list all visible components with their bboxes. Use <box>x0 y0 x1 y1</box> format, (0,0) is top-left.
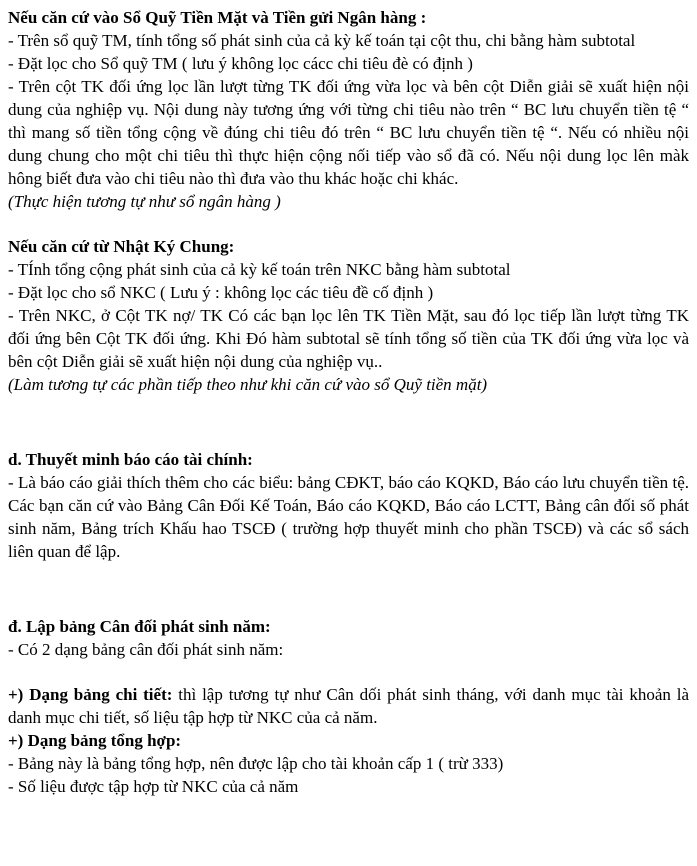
bullet-paragraph: - Đặt lọc cho Sổ quỹ TM ( lưu ý không lọc cácc chi tiêu đè có định ) <box>8 54 473 73</box>
subheading-dang-bang-chi-tiet <box>8 683 689 729</box>
bullet-paragraph: - Trên NKC, ở Cột TK nợ/ TK Có các bạn lọc lên TK Tiền Mặt, sau đó lọc tiếp lần lượt từng TK đối ứng bên Cột TK đối ứng. Khi Đó hàm subtotal sẽ tính tổng số tiền của TK đối ứng vừa lọc và bên cột Diễn giải sẽ xuất hiện nội dung của nghiệp vụ.. <box>8 306 689 371</box>
section-heading-nhat-ky-chung: Nếu căn cứ từ Nhật Ký Chung: <box>8 237 235 256</box>
bullet-paragraph: - Trên cột TK đối ứng lọc lần lượt từng TK đối ứng vừa lọc và bên cột Diễn giải sẽ xuất hiện nội dung của nghiệp vụ. Nội dung này tương ứng với từng chi tiêu nào trên “ BC lưu chuyển tiền tệ “ thì mang số tiền tổng cộng về đúng chi tiêu đó trên “ BC lưu chuyển tiền tệ “. Nếu có nhiều nội dung chung cho một chi tiêu thì thực hiện cộng nối tiếp vào sổ đã có. Nếu nội dung lọc lên màk hông biết đưa vào chi tiêu nào thì đưa vào thu khác hoặc chi khác. <box>8 77 689 188</box>
section-heading-thuyet-minh: d. Thuyết minh báo cáo tài chính: <box>8 450 253 469</box>
bullet-paragraph: - Số liệu được tập hợp từ NKC của cả năm <box>8 777 299 796</box>
subheading-body-text: thì lập tương tự như Cân dối phát sinh tháng, với danh mục tài khoản là danh mục chi tiết, số liệu tập hợp từ NKC của cả năm. <box>8 685 690 727</box>
italic-note: (Làm tương tự các phần tiếp theo như khi căn cứ vào sổ Quỹ tiền mặt) <box>8 375 488 394</box>
subheading-bold-lead: +) Dạng bảng chi tiết: <box>8 685 173 704</box>
section-heading-so-quy-tien-mat: Nếu căn cứ vào Sổ Quỹ Tiền Mặt và Tiền gửi Ngân hàng : <box>8 8 427 27</box>
bullet-paragraph: - TÍnh tổng cộng phát sinh của cả kỳ kế toán trên NKC bằng hàm subtotal <box>8 260 511 279</box>
bullet-paragraph: - Là báo cáo giải thích thêm cho các biểu: bảng CĐKT, báo cáo KQKD, Báo cáo lưu chuyển tiền tệ. Các bạn căn cứ vào Bảng Cân Đối Kế Toán, Báo cáo KQKD, Báo cáo LCTT, Bảng cân đối số phát sinh năm, Bảng trích Khấu hao TSCĐ ( trường hợp thuyết minh cho phần TSCĐ) và các sổ sách liên quan để lập. <box>8 473 689 561</box>
section-heading-lap-bang-can-doi: đ. Lập bảng Cân đối phát sinh năm: <box>8 617 271 636</box>
subheading-dang-bang-tong-hop: +) Dạng bảng tổng hợp: <box>8 731 182 750</box>
bullet-paragraph: - Có 2 dạng bảng cân đối phát sinh năm: <box>8 640 284 659</box>
bullet-paragraph: - Đặt lọc cho sổ NKC ( Lưu ý : không lọc các tiêu đề cố định ) <box>8 283 434 302</box>
italic-note: (Thực hiện tương tự như sổ ngân hàng ) <box>8 192 281 211</box>
bullet-paragraph: - Bảng này là bảng tổng hợp, nên được lập cho tài khoản cấp 1 ( trừ 333) <box>8 754 504 773</box>
bullet-paragraph: - Trên sổ quỹ TM, tính tổng số phát sinh của cả kỳ kế toán tại cột thu, chi bằng hàm subtotal <box>8 31 636 50</box>
